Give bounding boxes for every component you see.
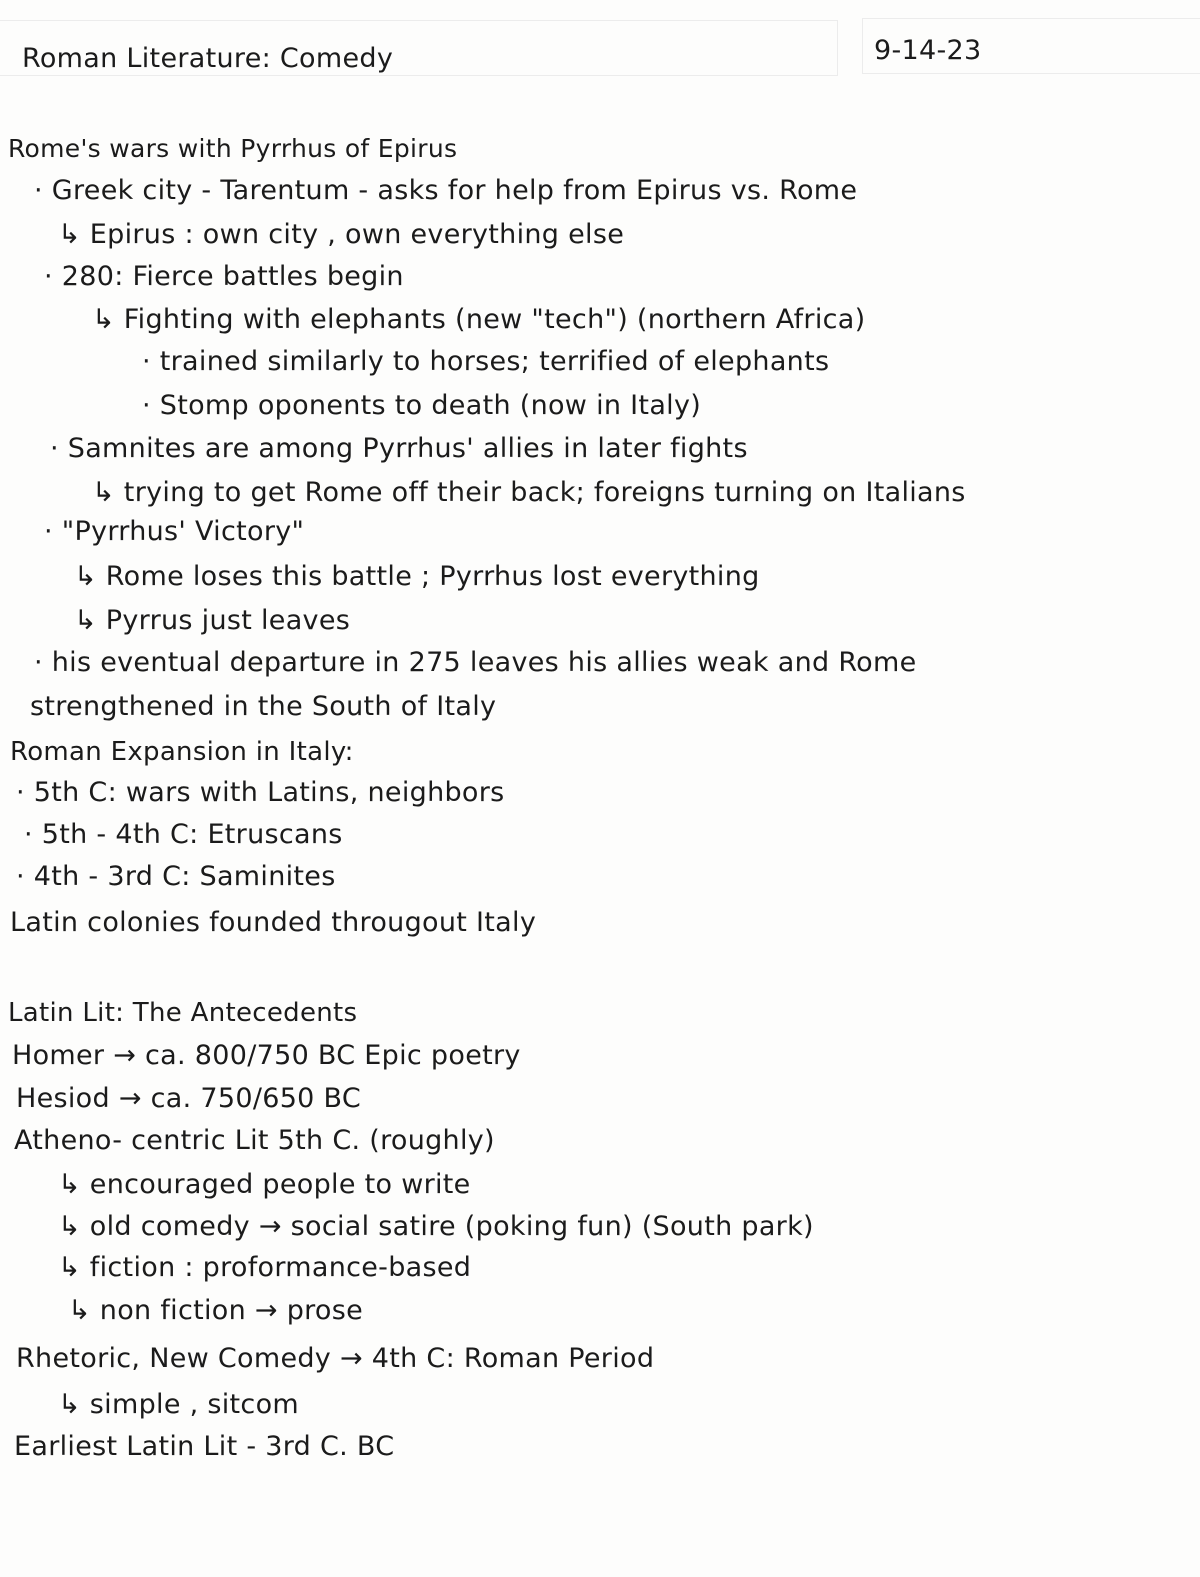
note-line: Rome's wars with Pyrrhus of Epirus (8, 134, 458, 163)
note-line: ↳ simple , sitcom (58, 1389, 299, 1420)
note-line: Latin colonies founded througout Italy (10, 907, 537, 938)
note-line: Earliest Latin Lit - 3rd C. BC (14, 1431, 395, 1462)
note-line: ↳ encouraged people to write (58, 1169, 471, 1200)
note-line: ↳ trying to get Rome off their back; foreigns turning on Italians (92, 477, 966, 508)
note-line: Hesiod → ca. 750/650 BC (16, 1083, 362, 1114)
note-line: · 5th C: wars with Latins, neighbors (16, 777, 505, 808)
note-line: · his eventual departure in 275 leaves his allies weak and Rome (34, 647, 917, 678)
note-line: · 280: Fierce battles begin (44, 261, 404, 292)
note-line: · trained similarly to horses; terrified of elephants (142, 346, 830, 377)
note-line: ↳ Pyrrus just leaves (74, 605, 351, 636)
note-line: Homer → ca. 800/750 BC Epic poetry (12, 1040, 521, 1071)
note-line: · 5th - 4th C: Etruscans (24, 819, 343, 850)
page-title: Roman Literature: Comedy (22, 43, 394, 74)
note-line: ↳ Epirus : own city , own everything else (58, 219, 625, 250)
page-date: 9-14-23 (874, 35, 982, 66)
note-line: Rhetoric, New Comedy → 4th C: Roman Period (16, 1343, 655, 1374)
note-line: · "Pyrrhus' Victory" (44, 516, 305, 547)
note-line: ↳ fiction : proformance-based (58, 1252, 472, 1283)
note-line: ↳ old comedy → social satire (poking fun) (South park) (58, 1211, 814, 1242)
note-line: ↳ non fiction → prose (68, 1295, 364, 1326)
note-line: strengthened in the South of Italy (30, 691, 497, 722)
note-line: ↳ Fighting with elephants (new "tech") (northern Africa) (92, 304, 866, 335)
note-line: · Stomp oponents to death (now in Italy) (142, 390, 702, 421)
note-line: · Greek city - Tarentum - asks for help from Epirus vs. Rome (34, 175, 858, 206)
note-line: Atheno- centric Lit 5th C. (roughly) (14, 1125, 495, 1156)
note-line: · Samnites are among Pyrrhus' allies in later fights (50, 433, 748, 464)
note-line: Latin Lit: The Antecedents (8, 998, 358, 1028)
note-line: Roman Expansion in Italy: (10, 737, 354, 767)
note-line: ↳ Rome loses this battle ; Pyrrhus lost everything (74, 561, 760, 592)
note-line: · 4th - 3rd C: Saminites (16, 861, 336, 892)
